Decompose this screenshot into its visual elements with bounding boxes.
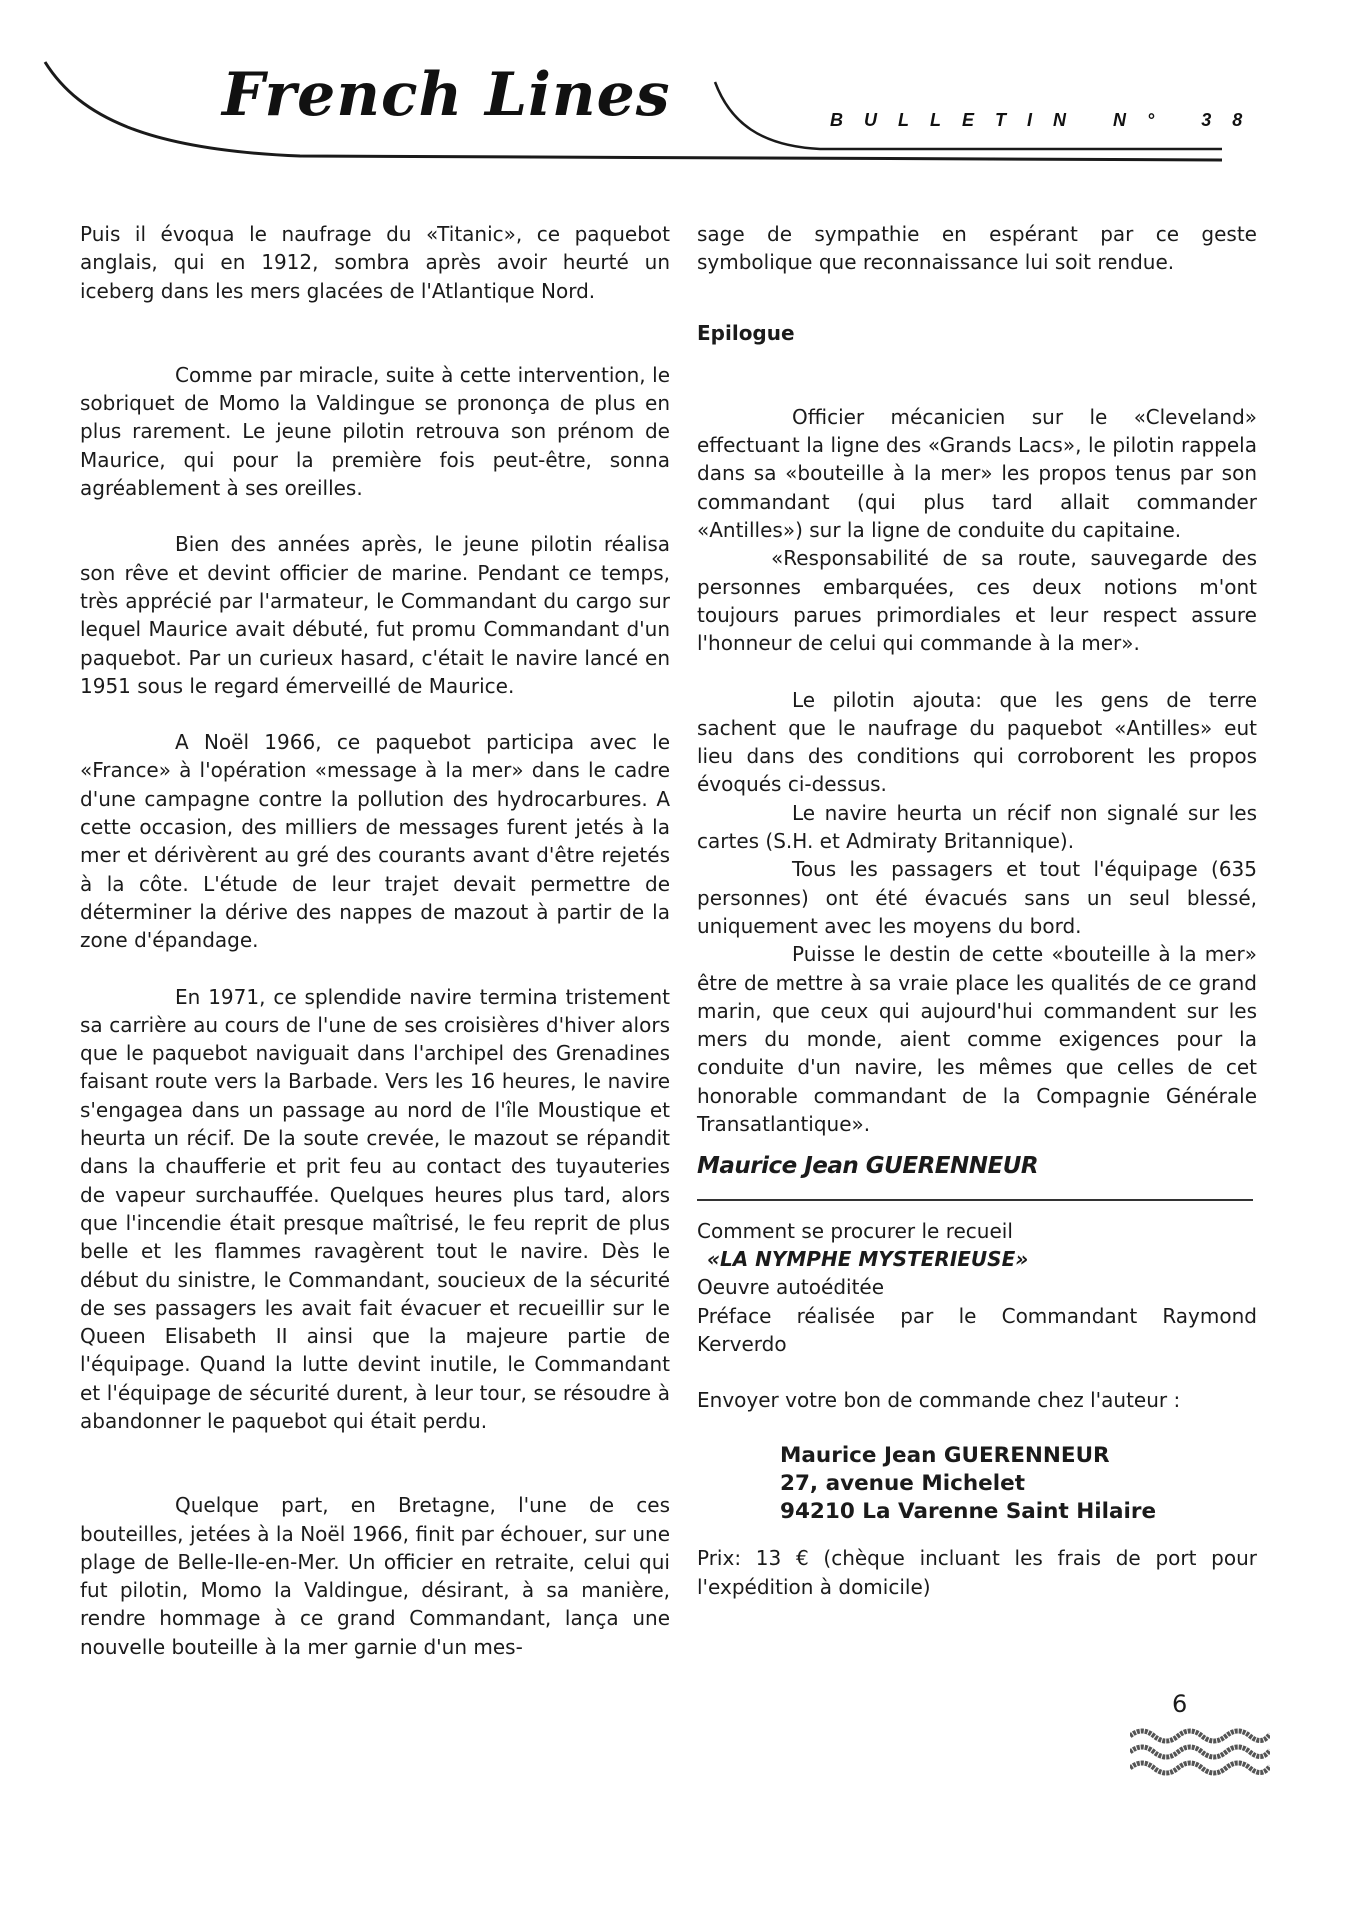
paragraph: Puisse le destin de cette «bouteille à la mer» être de mettre à sa vraie place les qualités de ce grand marin, que ceux qui aujourd'hui commandent sur les mers du monde, aient comme exigences pour la conduite d'un navire, les mêmes que celles de cet honorable commandant de la Compagnie Générale Transatlantique». bbox=[697, 942, 1257, 1137]
paragraph: En 1971, ce splendide navire termina tristement sa carrière au cours de l'une de ses croisières d'hiver alors que le paquebot naviguait dans l'archipel des Grenadines faisant route vers la Barbade. Vers les 16 heures, le navire s'engagea dans un passage au nord de l'île Moustique et heurta un récif. De la soute crevée, le mazout se répandit dans la chaufferie et prit feu au contact des tuyauteries de vapeur surchauffée. Quelques heures plus tard, alors que l'incendie était presque maîtrisé, le feu reprit de plus belle et les flammes ravagèrent tout le navire. Dès le début du sinistre, le Commandant, soucieux de la sécurité de ses passagers les avait fait évacuer et recueillir sur le Queen Elisabeth II ainsi que la majeure partie de l'équipage. Quand la lutte devint inutile, le Commandant et l'équipage de sécurité durent, à leur tour, se résoudre à abandonner le paquebot qui était perdu. bbox=[80, 984, 670, 1433]
paragraph: Tous les passagers et tout l'équipage (635 personnes) ont été évacués sans un seul blessé, uniquement avec les moyens du bord. bbox=[697, 857, 1257, 938]
page-header bbox=[0, 0, 1355, 200]
paragraph: Puis il évoqua le naufrage du «Titanic», ce paquebot anglais, qui en 1912, sombra après avoir heurté un iceberg dans les mers glacées de l'Atlantique Nord. bbox=[80, 222, 670, 303]
author-signature: Maurice Jean GUERENNEUR bbox=[697, 1153, 1039, 1180]
paragraph: Quelque part, en Bretagne, l'une de ces bouteilles, jetées à la Noël 1966, finit par échouer, sur une plage de Belle-Ile-en-Mer. Un officier en retraite, celui qui fut pilotin, Momo la Valdingue, désirant, à sa manière, rendre hommage à ce grand Commandant, lança une nouvelle bouteille à la mer garnie d'un mes- bbox=[80, 1493, 670, 1659]
right-column bbox=[697, 220, 1257, 1601]
paragraph: Bien des années après, le jeune pilotin réalisa son rêve et devint officier de marine. Pendant ce temps, très apprécié par l'armateur, le Commandant du cargo sur lequel Maurice avait débuté, fut promu Commandant d'un paquebot. Par un curieux hasard, c'était le navire lancé en 1951 sous le regard émerveillé de Maurice. bbox=[80, 532, 670, 698]
price-note: Prix: 13 € (chèque incluant les frais de port pour l'expédition à domicile) bbox=[697, 1546, 1257, 1599]
paragraph: «Responsabilité de sa route, sauvegarde des personnes embarquées, ces deux notions m'ont toujours parues primordiales et leur respect assure l'honneur de celui qui commande à la mer». bbox=[697, 546, 1257, 656]
header-swoosh-lines bbox=[0, 0, 1355, 200]
order-instructions: Envoyer votre bon de commande chez l'auteur : bbox=[697, 1388, 1181, 1413]
paragraph: Officier mécanicien sur le «Cleveland» effectuant la ligne des «Grands Lacs», le pilotin rappela dans sa «bouteille à la mer» les propos tenus par son commandant (qui plus tard allait commander «Antilles») sur la ligne de conduite du capitaine. bbox=[697, 404, 1257, 543]
address-street: 27, avenue Michelet bbox=[780, 1471, 1025, 1497]
paragraph: Comme par miracle, suite à cette intervention, le sobriquet de Momo la Valdingue se prononça de plus en plus rarement. Le jeune pilotin retrouva son prénom de Maurice, qui pour la première fois peut-être, sonna agréablement à ses oreilles. bbox=[80, 362, 670, 501]
book-title: «LA NYMPHE MYSTERIEUSE» bbox=[707, 1246, 1029, 1271]
edition-note: Oeuvre autoéditée bbox=[697, 1275, 885, 1300]
preface-note: Préface réalisée par le Commandant Raymond Kerverdo bbox=[697, 1303, 1257, 1356]
page-number: 6 bbox=[1172, 1690, 1188, 1718]
address-name: Maurice Jean GUERENNEUR bbox=[780, 1443, 1110, 1469]
left-column bbox=[80, 220, 670, 1661]
french-lines-logo: French Lines bbox=[222, 60, 671, 130]
order-intro: Comment se procurer le recueil bbox=[697, 1218, 1013, 1243]
paragraph: A Noël 1966, ce paquebot participa avec le «France» à l'opération «message à la mer» dans le cadre d'une campagne contre la pollution des hydrocarbures. A cette occasion, des milliers de messages furent jetés à la mer et dérivèrent au gré des courants avant d'être rejetés à la côte. L'étude de leur trajet devait permettre de déterminer la dérive des nappes de mazout à partir de la zone d'épandage. bbox=[80, 730, 670, 953]
paragraph: sage de sympathie en espérant par ce geste symbolique que reconnaissance lui soit rendue. bbox=[697, 222, 1257, 275]
paragraph: Le navire heurta un récif non signalé sur les cartes (S.H. et Admiraty Britannique). bbox=[697, 800, 1257, 854]
epilogue-heading: Epilogue bbox=[697, 320, 795, 345]
paragraph: Le pilotin ajouta: que les gens de terre sachent que le naufrage du paquebot «Antilles» eut lieu dans des conditions qui corroborent les propos évoqués ci-dessus. bbox=[697, 687, 1257, 797]
divider bbox=[697, 1199, 1253, 1201]
waves-icon bbox=[1130, 1722, 1270, 1782]
address-city: 94210 La Varenne Saint Hilaire bbox=[780, 1499, 1157, 1525]
bulletin-number: BULLETIN N° 38 bbox=[830, 110, 1264, 130]
